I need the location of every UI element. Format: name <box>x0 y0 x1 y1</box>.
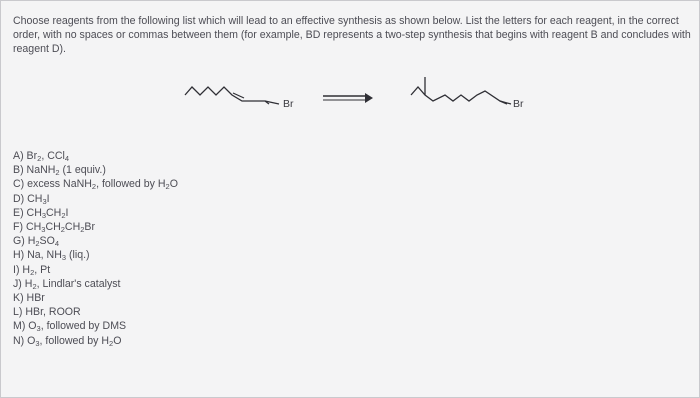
reagent-item <box>13 334 178 348</box>
reagent-item <box>13 163 178 177</box>
reagent-text: , CCl <box>41 150 65 162</box>
reagent-subscript: 2 <box>91 182 97 192</box>
reagent-letter: I) <box>13 263 23 276</box>
reagent-text: Br <box>26 150 38 162</box>
reagent-text: O <box>27 334 36 347</box>
reagent-text: (1 equiv.) <box>59 164 106 177</box>
reagent-text: CH <box>45 221 61 234</box>
reaction-arrow-head <box>365 93 373 103</box>
reaction-scheme-drawing <box>1 1 700 141</box>
reagent-text: Na, NH <box>27 249 62 262</box>
reagent-text: (liq.) <box>66 249 90 262</box>
reagent-letter: K) <box>13 292 27 305</box>
reagent-item <box>13 277 178 291</box>
reagent-letter: A) <box>13 150 27 162</box>
reagent-subscript: 2 <box>109 338 114 348</box>
reagent-item <box>13 220 178 234</box>
reagent-letter: E) <box>13 206 27 219</box>
reagent-text: , Pt <box>34 263 51 276</box>
reagent-letter: M) <box>13 320 29 333</box>
reagent-item <box>13 149 178 163</box>
reagent-text: O <box>169 178 178 191</box>
reagent-item <box>13 206 178 220</box>
reagent-list <box>13 149 178 348</box>
reagent-text: CH <box>64 221 81 234</box>
reagent-subscript: 2 <box>37 154 42 163</box>
reagent-text: I <box>46 192 50 205</box>
reagent-subscript: 3 <box>42 196 47 206</box>
reagent-item <box>13 177 178 191</box>
reagent-item <box>13 248 178 262</box>
reagent-letter: J) <box>13 277 25 290</box>
question-text: Choose reagents from the following list which will lead to an effective synthesis as shown below. List the letters for each reagent, in the correct order, with no spaces or commas between them (for example, BD represents a two-step synthesis that begins with reagent B and concludes with reagent D). <box>13 15 691 55</box>
reagent-text: CH <box>27 192 43 205</box>
starting-material-br-label: Br <box>283 98 294 110</box>
reagent-subscript: 2 <box>165 182 170 192</box>
reagent-subscript: 3 <box>41 225 46 235</box>
reagent-item <box>13 234 178 248</box>
reagent-subscript: 4 <box>54 239 60 249</box>
reagent-text: I <box>65 206 69 219</box>
reagent-subscript: 2 <box>80 225 85 235</box>
reagent-letter: B) <box>13 164 27 177</box>
reagent-text: NaNH <box>26 164 56 177</box>
reaction-scheme <box>1 1 700 141</box>
reagent-text: SO <box>39 235 55 248</box>
reagent-text: H <box>22 263 31 276</box>
reagent-text: CH <box>25 221 42 234</box>
reagent-subscript: 2 <box>61 210 66 220</box>
starting-material-skeleton <box>185 87 269 104</box>
reagent-item <box>13 291 178 305</box>
reagent-subscript: 2 <box>30 267 35 277</box>
reagent-subscript: 4 <box>64 154 70 163</box>
reagent-subscript: 2 <box>32 281 37 291</box>
reagent-item <box>13 319 178 333</box>
reagent-letter: H) <box>13 249 28 262</box>
reagent-subscript: 2 <box>60 225 65 235</box>
reagent-item <box>13 192 178 206</box>
reagent-letter: F) <box>13 221 26 234</box>
reagent-text: HBr <box>26 292 45 305</box>
reagent-text: , Lindlar's catalyst <box>36 277 121 290</box>
product-br-label: Br <box>513 98 524 110</box>
reagent-text: , followed by DMS <box>40 320 127 333</box>
reagent-letter: G) <box>13 235 28 248</box>
reagent-subscript: 2 <box>55 168 60 178</box>
reagent-subscript: 3 <box>36 324 41 334</box>
reagent-subscript: 3 <box>41 210 47 220</box>
reagent-text: HBr, ROOR <box>25 306 81 319</box>
reagent-text: , followed by H <box>39 334 110 347</box>
reagent-text: CH <box>26 206 42 219</box>
reagent-letter: N) <box>13 334 28 347</box>
reagent-item <box>13 305 178 319</box>
reagent-text: O <box>113 334 122 347</box>
reagent-letter: C) <box>13 178 28 191</box>
reagent-letter: D) <box>13 192 28 205</box>
reagent-subscript: 3 <box>35 338 40 348</box>
reagent-subscript: 3 <box>61 253 67 263</box>
reagent-text: O <box>28 320 37 333</box>
reagent-item <box>13 263 178 277</box>
reagent-text: H <box>24 277 33 290</box>
reagent-text: excess NaNH <box>27 178 92 191</box>
reagent-text: CH <box>46 206 62 219</box>
reagent-letter: L) <box>13 306 26 319</box>
reagent-text: , followed by H <box>96 178 166 191</box>
reagent-text: H <box>27 235 36 248</box>
reagent-subscript: 2 <box>35 239 40 249</box>
reagent-text: Br <box>84 221 95 234</box>
